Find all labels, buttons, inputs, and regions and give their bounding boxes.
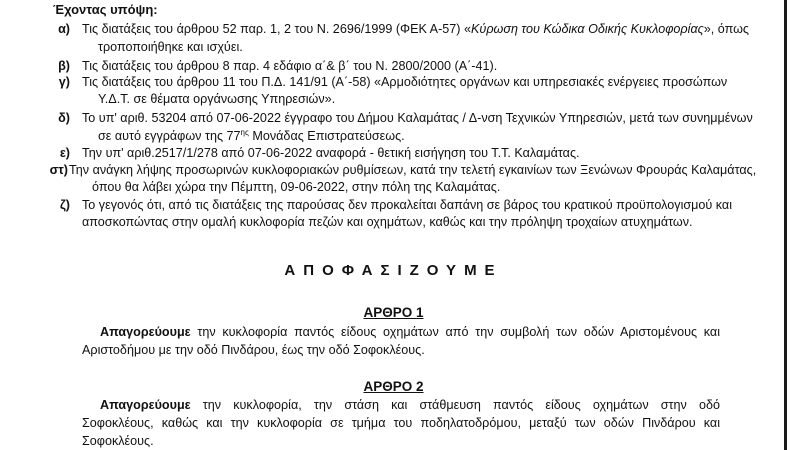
item-text-line: Το υπ' αριθ. 53204 από 07-06-2022 έγγραφο του Δήμου Καλαμάτας / Δ-νση Τεχνικών Υπηρεσιών, μετά των συνημμένων — [82, 111, 753, 125]
item-text-line: Υ.Δ.Τ. σε θέματα οργάνωσης Υπηρεσιών». — [98, 92, 336, 106]
article-lead: Απαγορεύουμε — [100, 398, 191, 412]
item-text-line: σε αυτό εγγράφων της $77^{\eta\varsigma}$ Μονάδας Επιστρατεύσεως. — [98, 128, 405, 144]
item-marker: στ) — [49, 163, 68, 177]
item-text-line: Τις διατάξεις του άρθρου 8 παρ. 4 εδάφιο α΄& β΄ του Ν. 2800/2000 (Α΄-41). — [82, 59, 498, 73]
item-text-line: Τις διατάξεις του άρθρου 52 παρ. 1, 2 του Ν. 2696/1999 (ΦΕΚ Α-57) «Κύρωση του Κώδικα Οδικής Κυκλοφορίας», όπως — [82, 22, 750, 36]
article-2-title: ΑΡΘΡΟ 2 — [363, 379, 424, 394]
italic-title: Κύρωση του Κώδικα Οδικής Κυκλοφορίας — [471, 22, 704, 36]
decision-title: ΑΠΟΦΑΣΙΖΟΥΜΕ — [284, 262, 503, 279]
item-text-line: Την υπ' αριθ.2517/1/278 από 07-06-2022 αναφορά - θετική εισήγηση του Τ.Τ. Καλαμάτας. — [82, 146, 580, 160]
considerations-heading: Έχοντας υπόψη: — [53, 2, 158, 17]
article-lead: Απαγορεύουμε — [100, 325, 191, 339]
article-1-line: Απαγορεύουμε την κυκλοφορία παντός είδους οχημάτων από την συμβολή των οδών Αριστομένους και — [100, 325, 720, 339]
item-marker: ζ) — [60, 198, 70, 212]
item-text-line: Την ανάγκη λήψης προσωρινών κυκλοφοριακών ρυθμίσεων, κατά την τελετή εγκαινίων των Ξενώνων Φρουράς Καλαμάτας, — [69, 163, 757, 177]
item-text-line: τροποποιήθηκε και ισχύει. — [98, 40, 243, 54]
article-2-line: Απαγορεύουμε την κυκλοφορία, την στάση και στάθμευση παντός είδους οχημάτων στην οδό — [100, 398, 720, 412]
article-1-title: ΑΡΘΡΟ 1 — [363, 305, 424, 320]
article-2-line: Σοφοκλέους. — [82, 434, 154, 448]
item-marker: γ) — [58, 75, 70, 89]
item-marker: ε) — [59, 146, 70, 160]
item-text-line: όπου θα λάβει χώρα την Πέμπτη, 09-06-2022, στην πόλη της Καλαμάτας. — [92, 180, 501, 194]
item-text-line: αποσκοπώντας στην ομαλή κυκλοφορία πεζών και οχημάτων, καθώς και την πρόληψη τροχαίων ατυχημάτων. — [82, 215, 693, 229]
article-2-line: Σοφοκλέους, καθώς και την κυκλοφορία σε τμήμα του ποδηλατοδρόμου, μεταξύ των οδών Πινδάρου και — [82, 416, 720, 430]
item-marker: α) — [58, 22, 70, 36]
item-marker: β) — [58, 59, 70, 73]
item-text-line: Τις διατάξεις του άρθρου 11 του Π.Δ. 141/91 (Α΄-58) «Αρμοδιότητες οργάνων και υπηρεσιακές ενέργειες προσώπων — [82, 75, 728, 89]
item-text-line: Το γεγονός ότι, από τις διατάξεις της παρούσας δεν προκαλείται δαπάνη σε βάρος του κρατικού προϋπολογισμού και — [82, 198, 733, 212]
article-1-line: Αριστοδήμου με την οδό Πινδάρου, έως την οδό Σοφοκλέους. — [82, 343, 425, 357]
item-marker: δ) — [58, 111, 70, 125]
